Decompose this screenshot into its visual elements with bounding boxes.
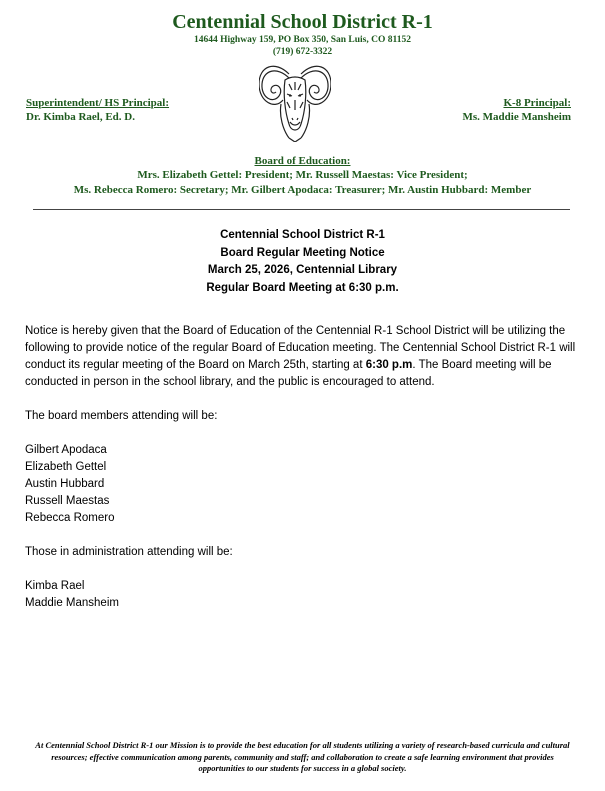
paragraph-text-end: . The Board meeting will be conducted in person in the school library, and the public is encouraged to attend. xyxy=(25,359,552,388)
district-title: Centennial School District R-1 xyxy=(172,11,433,33)
notice-line-title: Board Regular Meeting Notice xyxy=(220,246,385,259)
superintendent-block xyxy=(26,96,169,124)
notice-line-time: Regular Board Meeting at 6:30 p.m. xyxy=(206,281,399,294)
k8-principal-label: K-8 Principal: xyxy=(503,97,571,109)
paragraph-text-start: Notice is hereby given that the Board of Education of the Centennial R-1 School District will be utilizing the following to provide notice of the regular Board of Education meeting. The Centennial School District R-1 will conduct its regular meeting of the Board on March 25th, starting at xyxy=(25,325,576,371)
list-item: Kimba Rael xyxy=(25,580,85,592)
k8-principal-name: Ms. Maddie Mansheim xyxy=(462,111,571,123)
district-address: 14644 Highway 159, PO Box 350, San Luis, CO 81152 xyxy=(194,35,411,45)
list-item: Maddie Mansheim xyxy=(25,597,119,609)
notice-line-date: March 25, 2026, Centennial Library xyxy=(207,264,398,276)
meeting-time: 6:30 p.m xyxy=(365,359,413,371)
admin-intro: Those in administration attending will be: xyxy=(25,546,233,558)
ram-mascot-logo xyxy=(259,60,331,142)
board-members-line-1: Mrs. Elizabeth Gettel: President; Mr. Russell Maestas: Vice President; xyxy=(137,169,468,181)
notice-paragraph xyxy=(25,323,580,391)
mission-statement: At Centennial School District R-1 our Mission is to provide the best education for all students utilizing a variety of research-based curricula and cultural resources; effective communication among parents, community and staff; and collaboration to create a safe learning environment that provides opportunities to our students for success in a global society. xyxy=(35,740,570,773)
superintendent-name: Dr. Kimba Rael, Ed. D. xyxy=(26,111,135,123)
list-item: Elizabeth Gettel xyxy=(25,461,107,473)
superintendent-label: Superintendent/ HS Principal: xyxy=(26,97,170,109)
admin-list xyxy=(25,578,580,612)
list-item: Austin Hubbard xyxy=(25,478,105,490)
board-members-line-2: Ms. Rebecca Romero: Secretary; Mr. Gilbert Apodaca: Treasurer; Mr. Austin Hubbard: Member xyxy=(73,184,532,196)
meeting-notice-heading xyxy=(0,227,605,297)
list-item: Russell Maestas xyxy=(25,495,110,507)
notice-body xyxy=(25,323,580,612)
board-heading: Board of Education: xyxy=(254,155,351,167)
list-item: Gilbert Apodaca xyxy=(25,444,107,456)
list-item: Rebecca Romero xyxy=(25,512,115,524)
header-divider xyxy=(33,209,570,210)
members-intro: The board members attending will be: xyxy=(25,410,218,422)
k8-principal-block xyxy=(463,96,571,124)
notice-line-district: Centennial School District R-1 xyxy=(220,229,385,241)
board-member-list xyxy=(25,442,580,527)
district-phone: (719) 672-3322 xyxy=(272,47,333,57)
